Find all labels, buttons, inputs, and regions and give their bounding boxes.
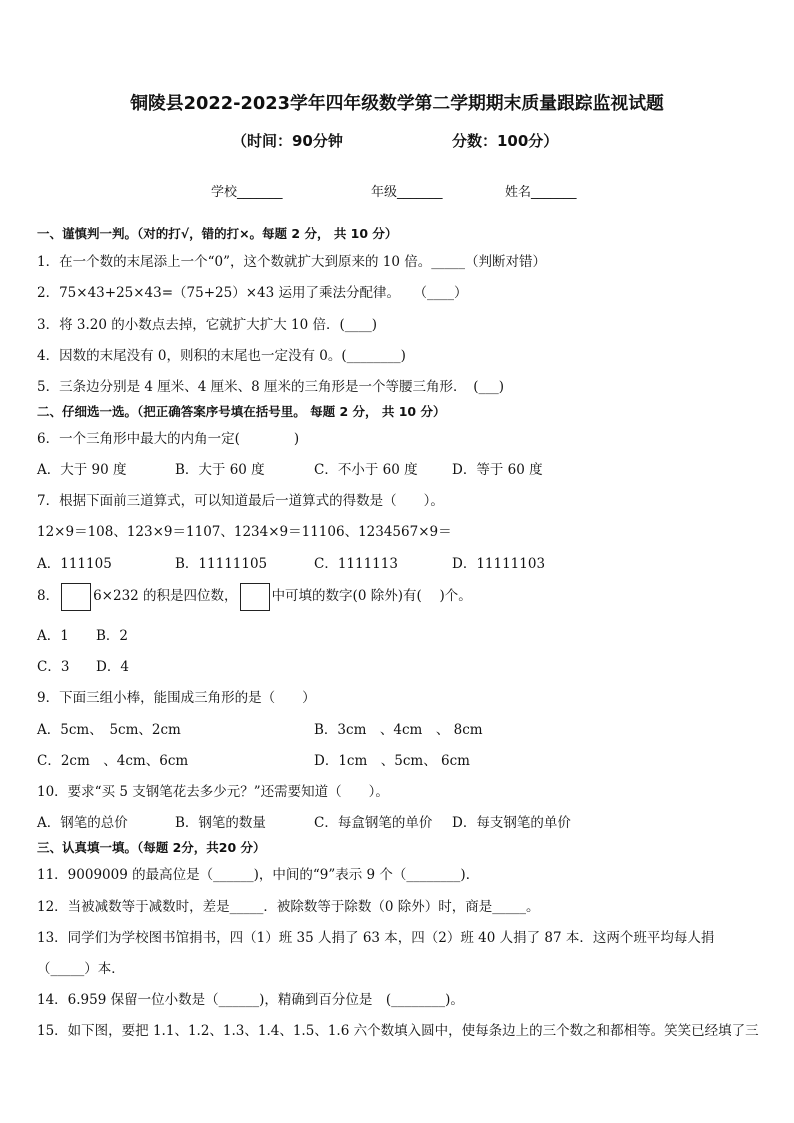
- question-8-number: 8．: [37, 588, 60, 604]
- question-7-option-b: B．11111105: [175, 556, 268, 572]
- question-9-option-b: B．3cm 、4cm 、 8cm: [314, 722, 483, 738]
- question-6-option-d: D．等于 60 度: [452, 462, 543, 478]
- question-4: 4．因数的末尾没有 0，则积的末尾也一定没有 0。(________): [37, 348, 406, 364]
- question-11: 11．9009009 的最高位是（______)，中间的“9”表示 9 个（________)．: [37, 867, 480, 883]
- grade-field[interactable]: 年级_______: [371, 185, 443, 200]
- question-8-text-end: 中可填的数字(0 除外)有( )个。: [271, 588, 472, 604]
- section-1-heading: 一、谨慎判一判。（对的打√，错的打×。每题 2 分， 共 10 分）: [37, 226, 398, 241]
- question-1: 1．在一个数的末尾添上一个“0”，这个数就扩大到原来的 10 倍。_____（判断对错）: [37, 254, 546, 270]
- question-8: [37, 581, 472, 611]
- question-10-option-d: D．每支钢笔的单价: [452, 815, 571, 831]
- section-2-heading: 二、仔细选一选。（把正确答案序号填在括号里。 每题 2 分， 共 10 分）: [37, 404, 446, 419]
- blank-box[interactable]: [61, 583, 91, 611]
- page-title: 铜陵县2022-2023学年四年级数学第二学期期末质量跟踪监视试题: [130, 93, 664, 114]
- question-10-option-a: A．钢笔的总价: [37, 815, 128, 831]
- question-10-option-c: C．每盒钢笔的单价: [314, 815, 433, 831]
- school-field[interactable]: 学校_______: [211, 185, 283, 200]
- question-7-option-c: C．1111113: [314, 556, 398, 572]
- blank-box[interactable]: [240, 583, 270, 611]
- question-9: 9．下面三组小棒，能围成三角形的是（ ）: [37, 690, 316, 706]
- question-13-continued: （_____）本．: [37, 961, 125, 977]
- question-7-option-a: A．111105: [37, 556, 112, 572]
- exam-time: （时间：90分钟: [232, 132, 343, 150]
- question-8-option-a: A．1: [37, 628, 69, 644]
- question-14: 14．6.959 保留一位小数是（______)，精确到百分位是 (________)。: [37, 992, 464, 1008]
- question-8-option-d: D．4: [96, 659, 129, 675]
- section-3-heading: 三、认真填一填。（每题 2分，共20 分）: [37, 840, 266, 855]
- question-5: 5．三条边分别是 4 厘米、4 厘米、8 厘米的三角形是一个等腰三角形． (___): [37, 379, 505, 395]
- question-7: 7．根据下面前三道算式，可以知道最后一道算式的得数是（ ）。: [37, 493, 444, 509]
- question-9-option-d: D．1cm 、5cm、 6cm: [314, 753, 470, 769]
- question-12: 12．当被减数等于减数时，差是_____．被除数等于除数（0 除外）时，商是_____。: [37, 899, 540, 915]
- question-10: 10．要求“买 5 支钢笔花去多少元？”还需要知道（ ）。: [37, 784, 389, 800]
- question-6-option-c: C．不小于 60 度: [314, 462, 418, 478]
- question-8-text-mid: 6×232 的积是四位数，: [93, 588, 238, 604]
- question-6: 6．一个三角形中最大的内角一定( ): [37, 431, 300, 447]
- question-9-option-c: C．2cm 、4cm、6cm: [37, 753, 189, 769]
- exam-score: 分数：100分）: [452, 132, 559, 150]
- question-7-option-d: D．11111103: [452, 556, 546, 572]
- question-6-option-b: B．大于 60 度: [175, 462, 265, 478]
- question-8-option-c: C．3: [37, 659, 70, 675]
- question-2: 2．75×43+25×43=（75+25）×43 运用了乘法分配律。 （____）: [37, 285, 468, 301]
- question-6-option-a: A．大于 90 度: [37, 462, 127, 478]
- question-3: 3．将 3.20 的小数点去掉，它就扩大扩大 10 倍．(____): [37, 317, 378, 333]
- question-7-expression: 12×9＝108、123×9＝1107、1234×9＝11106、1234567×9＝: [37, 524, 452, 540]
- question-13: 13．同学们为学校图书馆捐书，四（1）班 35 人捐了 63 本，四（2）班 40 人捐了 87 本．这两个班平均每人捐: [37, 930, 715, 946]
- question-10-option-b: B．钢笔的数量: [175, 815, 266, 831]
- question-15: 15．如下图，要把 1.1、1.2、1.3、1.4、1.5、1.6 六个数填入圆中，使每条边上的三个数之和都相等。笑笑已经填了三: [37, 1023, 759, 1039]
- name-field[interactable]: 姓名_______: [505, 185, 577, 200]
- question-9-option-a: A．5cm、 5cm、2cm: [37, 722, 181, 738]
- question-8-option-b: B．2: [96, 628, 129, 644]
